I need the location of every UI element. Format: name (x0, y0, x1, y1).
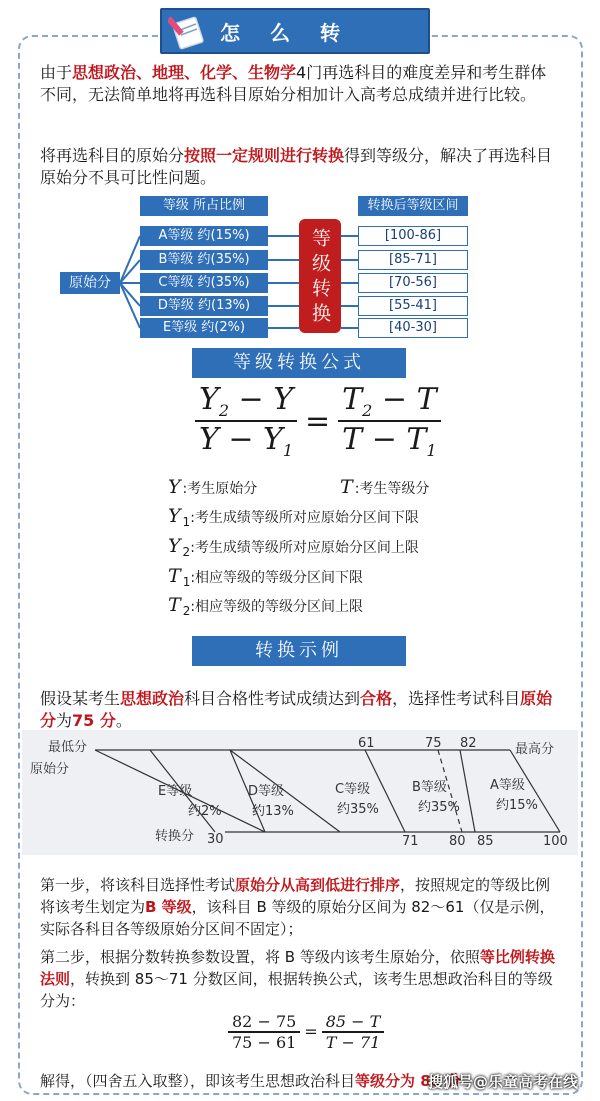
example-p1-subject: 思想政治 (120, 689, 185, 708)
example-p1-c: 科目合格性考试成绩达到 (184, 689, 361, 708)
chart-max-label: 最高分 (515, 742, 555, 757)
grade-header: 等级 所占比例 (140, 196, 268, 216)
band-d-name: D等级 (248, 784, 285, 799)
step2-a: 第二步，根据分数转换参数设置，将 B 等级内该考生原始分，依照 (40, 948, 480, 966)
grade-c-label: C等级 约(35%) (140, 273, 268, 293)
result-score: 等级分为 80 分 (355, 1072, 462, 1090)
range-header: 转换后等级区间 (358, 196, 468, 216)
chart-converted-label: 转换分 (155, 829, 195, 844)
legend-t2-text: :相应等级的等级分区间上限 (190, 599, 364, 615)
legend-t2-symbol: T (168, 594, 181, 616)
tick-75: 75 (425, 736, 442, 751)
grade-e-label: E等级 约(2%) (140, 318, 268, 338)
tick-85: 85 (477, 834, 494, 849)
example-section-title: 转换示例 (192, 636, 406, 666)
calc-den-right: T − 71 (325, 1032, 381, 1052)
calc-num-right: 85 − T (325, 1012, 381, 1031)
tick-82: 82 (460, 736, 477, 751)
legend-y1-sub: 1 (182, 514, 191, 529)
band-c-pct: 约35% (337, 802, 379, 817)
grade-c-range: [70-56] (358, 273, 468, 293)
tick-100: 100 (543, 834, 568, 849)
intro-p2-prefix: 将再选科目的原始分 (40, 146, 185, 165)
legend-y2-symbol: Y (168, 535, 181, 557)
formula-section-title: 等级转换公式 (192, 348, 406, 378)
raw-score-node: 原始分 (60, 272, 120, 294)
legend-y-symbol: Y (168, 476, 181, 498)
step1-sort: 原始分从高到低进行排序 (235, 876, 401, 894)
band-b-name: B等级 (412, 780, 447, 795)
band-e-name: E等级 (158, 784, 193, 799)
calc-num-left: 82 − 75 (232, 1012, 297, 1031)
example-p1-e: ，选择性考试科目 (392, 689, 521, 708)
legend-y-text: :考生原始分 (182, 481, 258, 497)
legend-t-symbol: T (340, 476, 353, 498)
legend-t1-symbol: T (168, 565, 181, 587)
legend-t2-sub: 2 (182, 603, 191, 618)
example-p1-i: 。 (115, 711, 132, 730)
grade-d-label: D等级 约(13%) (140, 296, 268, 316)
intro-p1-rest: 4门再选科目的难度差异和考生群体不同，无法简单地将再选科目原始分相加计入高考总成绩并进行比较。 (40, 63, 547, 104)
example-p1-pass: 合格 (360, 689, 393, 708)
intro-p1-prefix: 由于 (40, 63, 73, 82)
legend-t1 (168, 565, 363, 589)
tick-80: 80 (449, 834, 466, 849)
band-a-name: A等级 (490, 778, 525, 793)
tick-71: 71 (402, 834, 419, 849)
grade-d-range: [55-41] (358, 296, 468, 316)
legend-y (168, 476, 257, 498)
example-calculation: $\frac{82 - 75}{75 - 61}$ = $\frac{85 - T}{T - 71}$ (228, 1012, 384, 1052)
chart-min-label: 最低分 (48, 740, 88, 755)
band-e-pct: 约2% (188, 804, 222, 819)
legend-t2 (168, 594, 363, 618)
band-d-pct: 约13% (252, 804, 294, 819)
legend-y2-sub: 2 (182, 544, 191, 559)
step1-a: 第一步，将该科目选择性考试 (40, 876, 236, 894)
grade-b-label: B等级 约(35%) (140, 250, 268, 270)
legend-t1-sub: 1 (182, 574, 191, 589)
intro-p1-subjects: 思想政治、地理、化学、生物学 (72, 63, 297, 82)
legend-t-text: :考生等级分 (354, 481, 430, 497)
band-c-name: C等级 (335, 782, 371, 797)
band-a-pct: 约15% (496, 798, 538, 813)
step1-c: ，按照规定的等级比例将该考生划定为 (40, 876, 551, 916)
legend-y1 (168, 505, 419, 529)
chart-raw-label: 原始分 (30, 762, 70, 777)
step1-grade: B 等级 (145, 898, 192, 916)
example-p1-raw: 原始分 (40, 689, 553, 730)
grade-b-range: [85-71] (358, 250, 468, 270)
step-1-text (40, 874, 560, 940)
conversion-formula: $\frac{Y_2 - Y}{Y - Y_1}$ = $\frac{T_2 - T}{T - T_1}$ (195, 382, 441, 460)
legend-y1-symbol: Y (168, 505, 181, 527)
tick-61: 61 (358, 736, 375, 751)
intro-p2-highlight: 按照一定规则进行转换 (184, 146, 345, 165)
band-b-pct: 约35% (418, 800, 460, 815)
grade-e-range: [40-30] (358, 318, 468, 338)
grade-a-range: [100-86] (358, 226, 468, 246)
step2-rule: 等比例转换法则 (40, 948, 555, 988)
calc-den-left: 75 − 61 (232, 1032, 297, 1052)
tick-30: 30 (207, 832, 224, 847)
example-p1-score: 75 分 (72, 711, 116, 730)
example-intro (40, 688, 560, 732)
legend-t (340, 476, 429, 498)
legend-y2-text: :考生成绩等级所对应原始分区间上限 (190, 540, 419, 556)
result-a: 解得，（四舍五入取整），即该考生思想政治科目 (40, 1072, 356, 1090)
legend-y1-text: :考生成绩等级所对应原始分区间下限 (190, 510, 419, 526)
example-p1-g: 为 (56, 711, 73, 730)
example-p1-a: 假设某考生 (40, 689, 121, 708)
grade-a-label: A等级 约(15%) (140, 226, 268, 246)
intro-p2-rest: 得到等级分，解决了再选科目原始分不具可比性问题。 (40, 146, 553, 187)
legend-y2 (168, 535, 419, 559)
grade-conversion-node: 等级转换 (299, 219, 341, 333)
step1-e: ，该科目 B 等级的原始分区间为 82～61（仅是示例，实际各科目各等级原始分区间不固定）； (40, 898, 555, 938)
watermark: 搜狐号@乐童高考在线 (428, 1073, 579, 1091)
legend-t1-text: :相应等级的等级分区间下限 (190, 570, 364, 586)
step2-c: ，转换到 85～71 分数区间，根据转换公式，该考生思想政治科目的等级分为： (40, 970, 553, 1010)
step-2-text (40, 946, 560, 1012)
page-title-text: 怎么转 (220, 20, 370, 45)
